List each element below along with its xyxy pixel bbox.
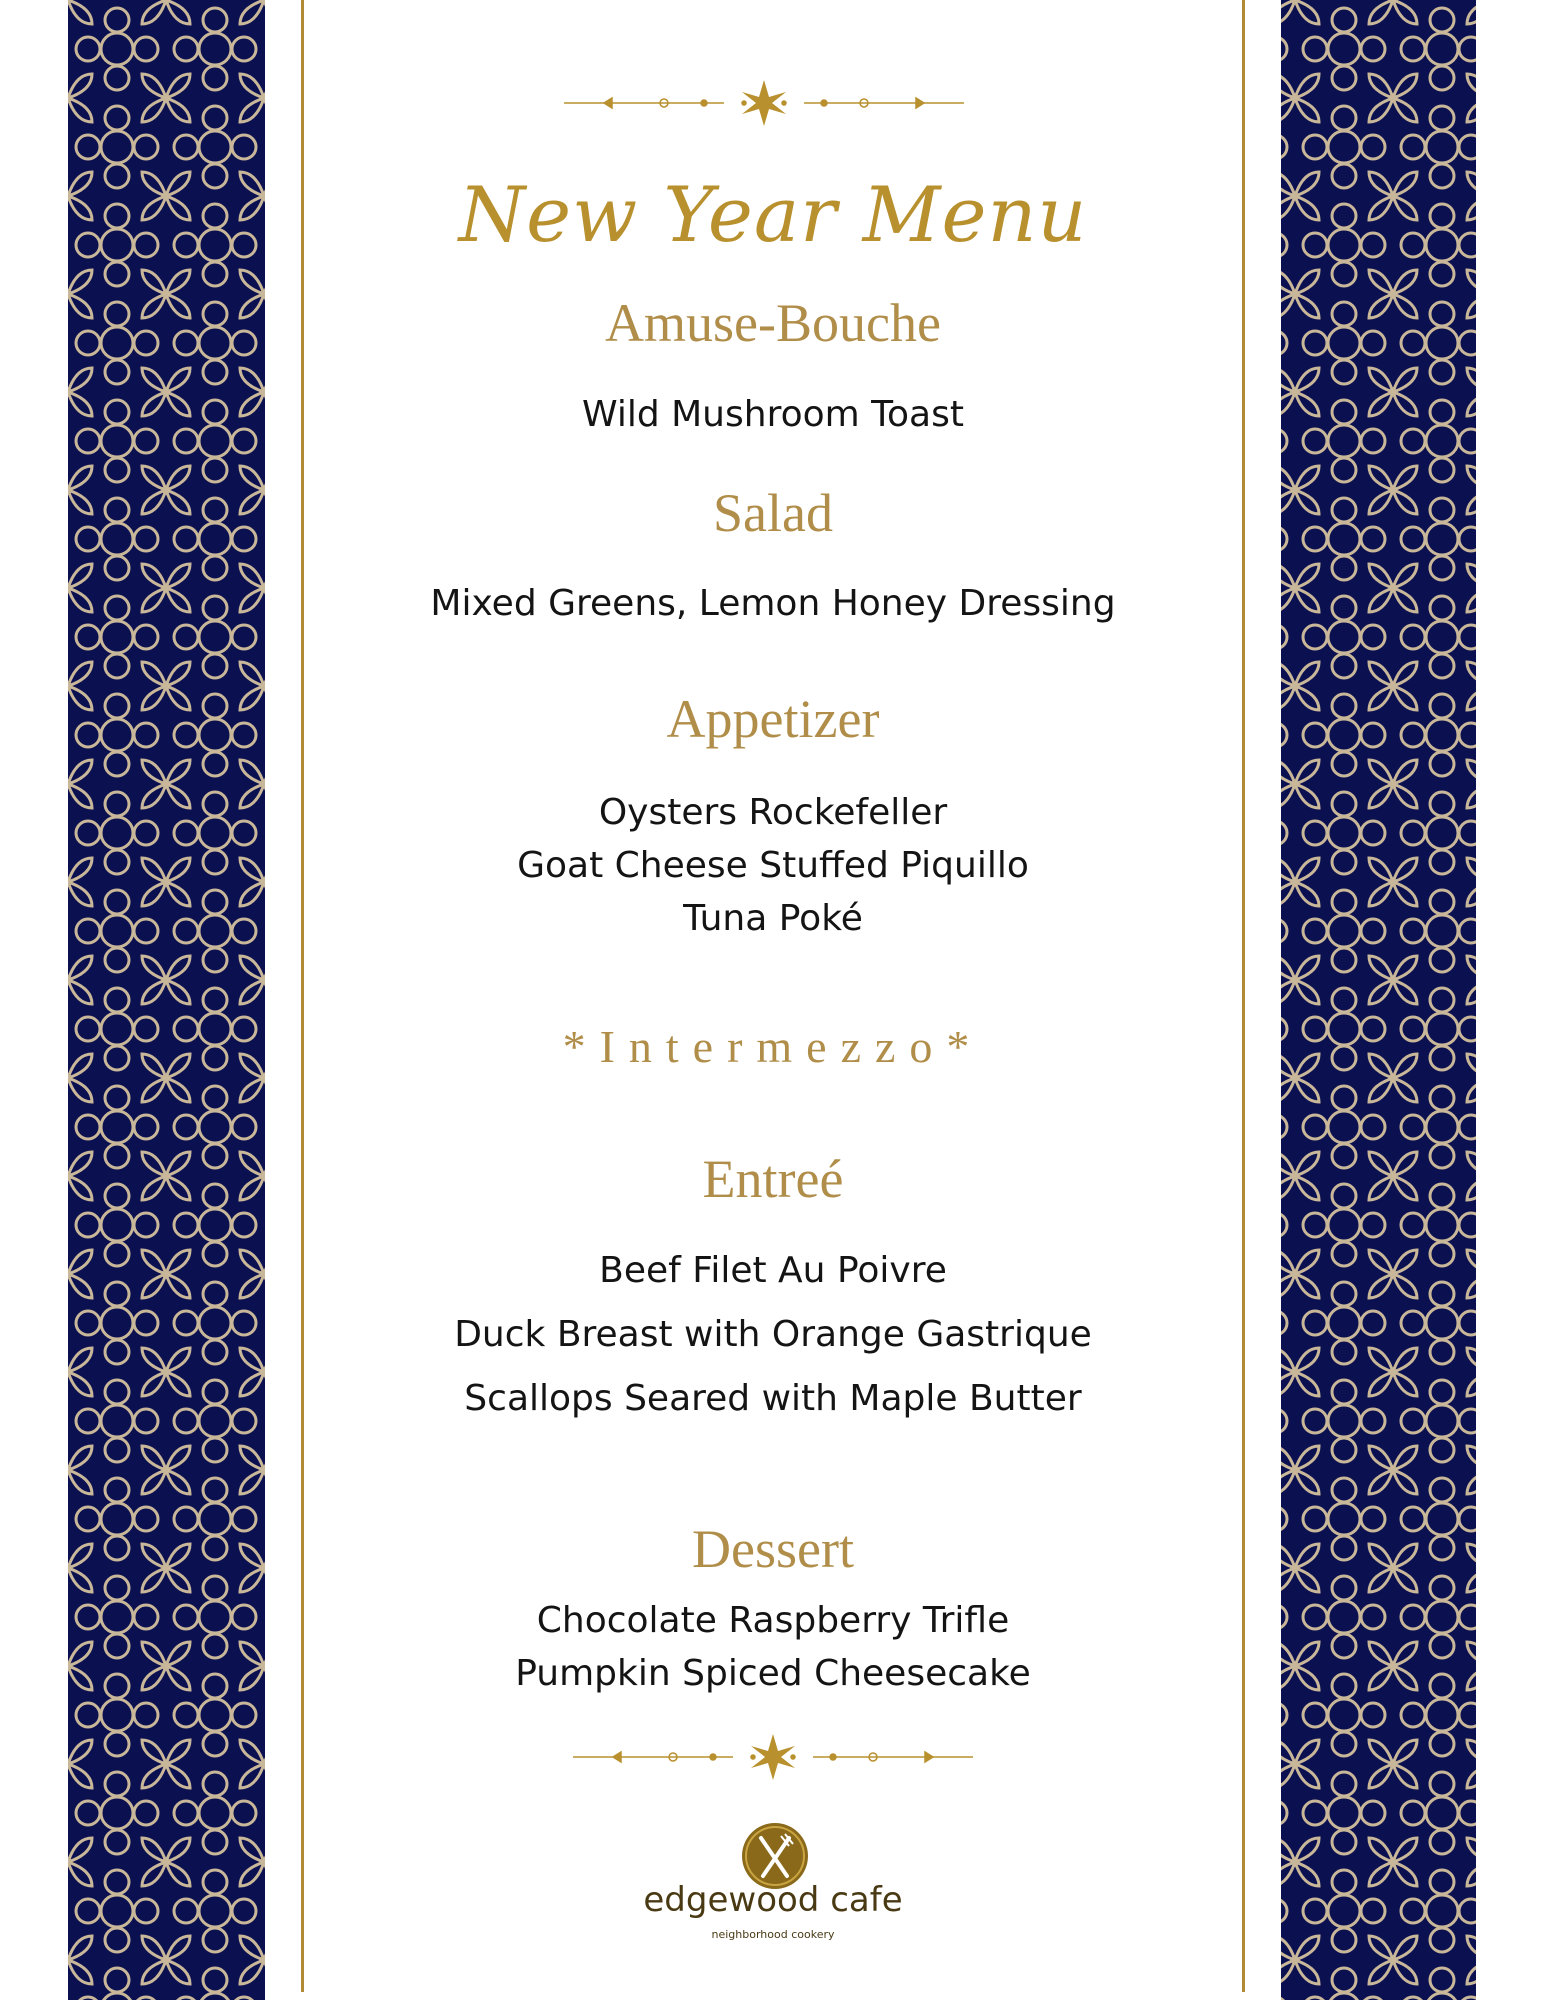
menu-card — [265, 0, 1281, 2000]
menu-item: Wild Mushroom Toast — [582, 394, 964, 435]
lattice-pattern-right — [1281, 0, 1476, 2000]
intermezzo-label: *Intermezzo* — [562, 1021, 984, 1072]
menu-item: Beef Filet Au Poivre — [599, 1250, 947, 1291]
page-margin-right — [1476, 0, 1545, 2000]
star-divider-icon — [573, 1732, 973, 1782]
menu-item: Duck Breast with Orange Gastrique — [454, 1314, 1092, 1355]
menu-item: Goat Cheese Stuffed Piquillo — [517, 845, 1029, 886]
section-heading: Appetizer — [666, 689, 880, 749]
menu-item: Chocolate Raspberry Trifle — [536, 1600, 1010, 1641]
section-heading: Dessert — [692, 1519, 854, 1579]
menu-item: Mixed Greens, Lemon Honey Dressing — [430, 583, 1116, 624]
brand-tagline: neighborhood cookery — [711, 1928, 835, 1941]
section-heading: Salad — [713, 483, 833, 543]
section-heading: Amuse-Bouche — [605, 293, 941, 353]
star-divider-icon — [564, 78, 964, 128]
menu-item: Oysters Rockefeller — [598, 792, 948, 833]
menu-item: Tuna Poké — [683, 898, 863, 939]
lattice-pattern-left — [68, 0, 265, 2000]
menu-title: New Year Menu — [458, 170, 1088, 259]
menu-item: Pumpkin Spiced Cheesecake — [515, 1653, 1031, 1694]
page-margin-left — [0, 0, 68, 2000]
brand-name: edgewood cafe — [643, 1880, 903, 1920]
menu-item: Scallops Seared with Maple Butter — [464, 1378, 1082, 1419]
section-heading: Entreé — [702, 1149, 844, 1209]
